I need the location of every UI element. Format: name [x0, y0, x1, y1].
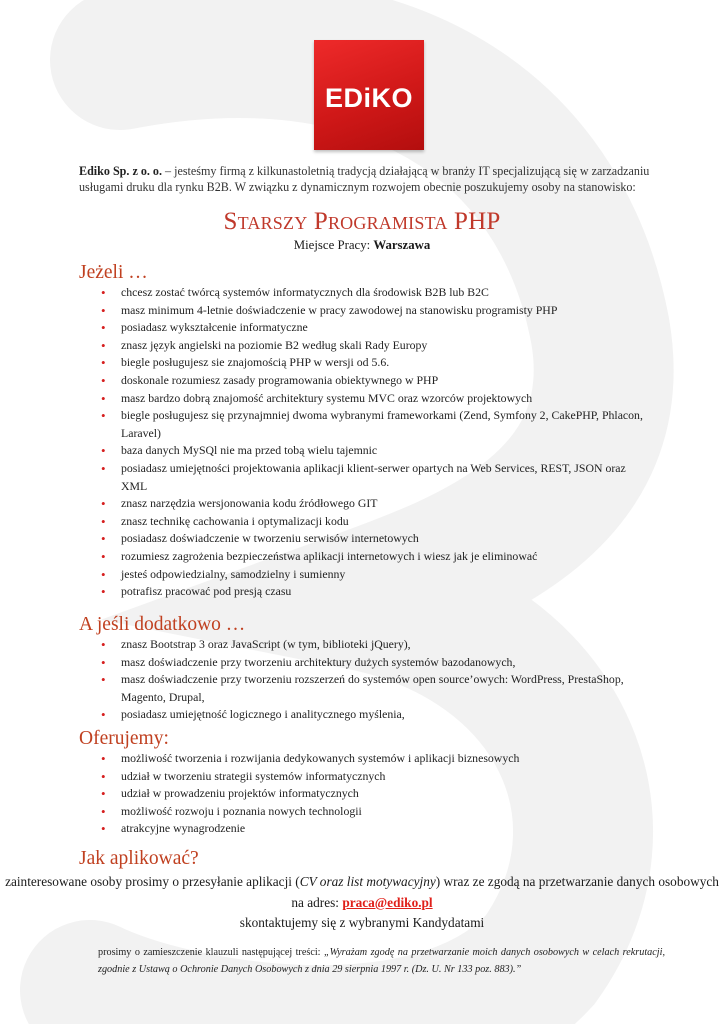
job-location: [0, 237, 724, 253]
extra-item: • posiadasz umiejętność logicznego i analitycznego myślenia,: [0, 706, 651, 724]
apply-text-middle: ) wraz ze zgodą na przetwarzanie danych osobowych na adres:: [291, 874, 719, 910]
requirement-item: • doskonale rozumiesz zasady programowania obiektywnego w PHP: [0, 372, 651, 390]
requirement-item: • jesteś odpowiedzialny, samodzielny i sumienny: [0, 566, 651, 584]
ediko-logo: [314, 40, 424, 150]
requirements-list: [0, 284, 651, 601]
offer-item: • możliwość rozwoju i poznania nowych technologii: [0, 803, 651, 821]
requirement-item: • biegle posługujesz sie znajomością PHP w wersji od 5.6.: [0, 354, 651, 372]
requirement-item: • posiadasz doświadczenie w tworzeniu serwisów internetowych: [0, 530, 651, 548]
extra-item: • znasz Bootstrap 3 oraz JavaScript (w tym, biblioteki jQuery),: [0, 636, 651, 654]
requirement-item: • masz bardzo dobrą znajomość architektury systemu MVC oraz wzorców projektowych: [0, 390, 651, 408]
clause-text: „Wyrażam zgodę na przetwarzanie moich danych osobowych w celach rekrutacji, zgodnie z Ustawą o Ochronie Danych Osobowych z dnia 29 sierpnia 1997 r. (Dz. U. Nr 133 poz. 883).”: [98, 947, 665, 975]
offer-list: [0, 750, 651, 838]
job-title: Starszy Programista PHP: [223, 208, 501, 235]
apply-documents: CV oraz list motywacyjny: [299, 874, 436, 889]
company-intro: [79, 164, 659, 195]
requirement-item: • znasz język angielski na poziomie B2 według skali Rady Europy: [0, 337, 651, 355]
requirement-item: • znasz technikę cachowania i optymalizacji kodu: [0, 513, 651, 531]
apply-heading: Jak aplikować?: [79, 848, 199, 869]
requirement-item: • znasz narzędzia wersjonowania kodu źródłowego GIT: [0, 495, 651, 513]
requirement-item: • posiadasz wykształcenie informatyczne: [0, 319, 651, 337]
location-label: Miejsce Pracy:: [293, 238, 374, 252]
offer-item: • atrakcyjne wynagrodzenie: [0, 820, 651, 838]
extra-item: • masz doświadczenie przy tworzeniu architektury dużych systemów bazodanowych,: [0, 654, 651, 672]
requirement-item: • masz minimum 4-letnie doświadczenie w pracy zawodowej na stanowisku programisty PHP: [0, 302, 651, 320]
apply-closing: skontaktujemy się z wybranymi Kandydatami: [239, 915, 485, 930]
extras-heading: A jeśli dodatkowo …: [79, 614, 246, 635]
location-value: Warszawa: [373, 238, 431, 252]
apply-email-link[interactable]: praca@ediko.pl: [342, 894, 433, 910]
extra-item: • masz doświadczenie przy tworzeniu rozszerzeń do systemów open source’owych: WordPress, PrestaShop, Magento, Drupal,: [0, 671, 651, 706]
requirements-heading: Jeżeli …: [79, 262, 148, 283]
company-description: – jesteśmy firmą z kilkunastoletnią tradycją działającą w branży IT specjalizującą się w zarzadzaniu usługami druku dla rynku B2B. W związku z dynamicznym rozwojem obecnie poszukujemy osoby na stanowisko:: [79, 164, 650, 194]
requirement-item: • potrafisz pracować pod presją czasu: [0, 583, 651, 601]
company-name: Ediko Sp. z o. o.: [79, 164, 163, 178]
requirement-item: • biegle posługujesz się przynajmniej dwoma wybranymi frameworkami (Zend, Symfony 2, CakePHP, Phlacon, Laravel): [0, 407, 651, 442]
offer-item: • udział w tworzeniu strategii systemów informatycznych: [0, 768, 651, 786]
clause-intro: prosimy o zamieszczenie klauzuli następującej treści:: [98, 947, 324, 958]
logo-text: EDiKO: [324, 83, 414, 113]
offer-item: • udział w prowadzeniu projektów informatycznych: [0, 785, 651, 803]
apply-instructions: [0, 872, 724, 934]
requirement-item: • posiadasz umiejętności projektowania aplikacji klient-serwer opartych na Web Services, REST, JSON oraz XML: [0, 460, 651, 495]
requirement-item: • rozumiesz zagrożenia bezpieczeństwa aplikacji internetowych i wiesz jak je eliminować: [0, 548, 651, 566]
apply-text-before: zainteresowane osoby prosimy o przesyłanie aplikacji (: [5, 874, 300, 889]
gdpr-clause: [98, 945, 665, 978]
offer-heading: Oferujemy:: [79, 728, 169, 749]
extras-list: [0, 636, 651, 724]
offer-item: • możliwość tworzenia i rozwijania dedykowanych systemów i aplikacji biznesowych: [0, 750, 651, 768]
requirement-item: • baza danych MySQl nie ma przed tobą wielu tajemnic: [0, 442, 651, 460]
requirement-item: • chcesz zostać twórcą systemów informatycznych dla środowisk B2B lub B2C: [0, 284, 651, 302]
